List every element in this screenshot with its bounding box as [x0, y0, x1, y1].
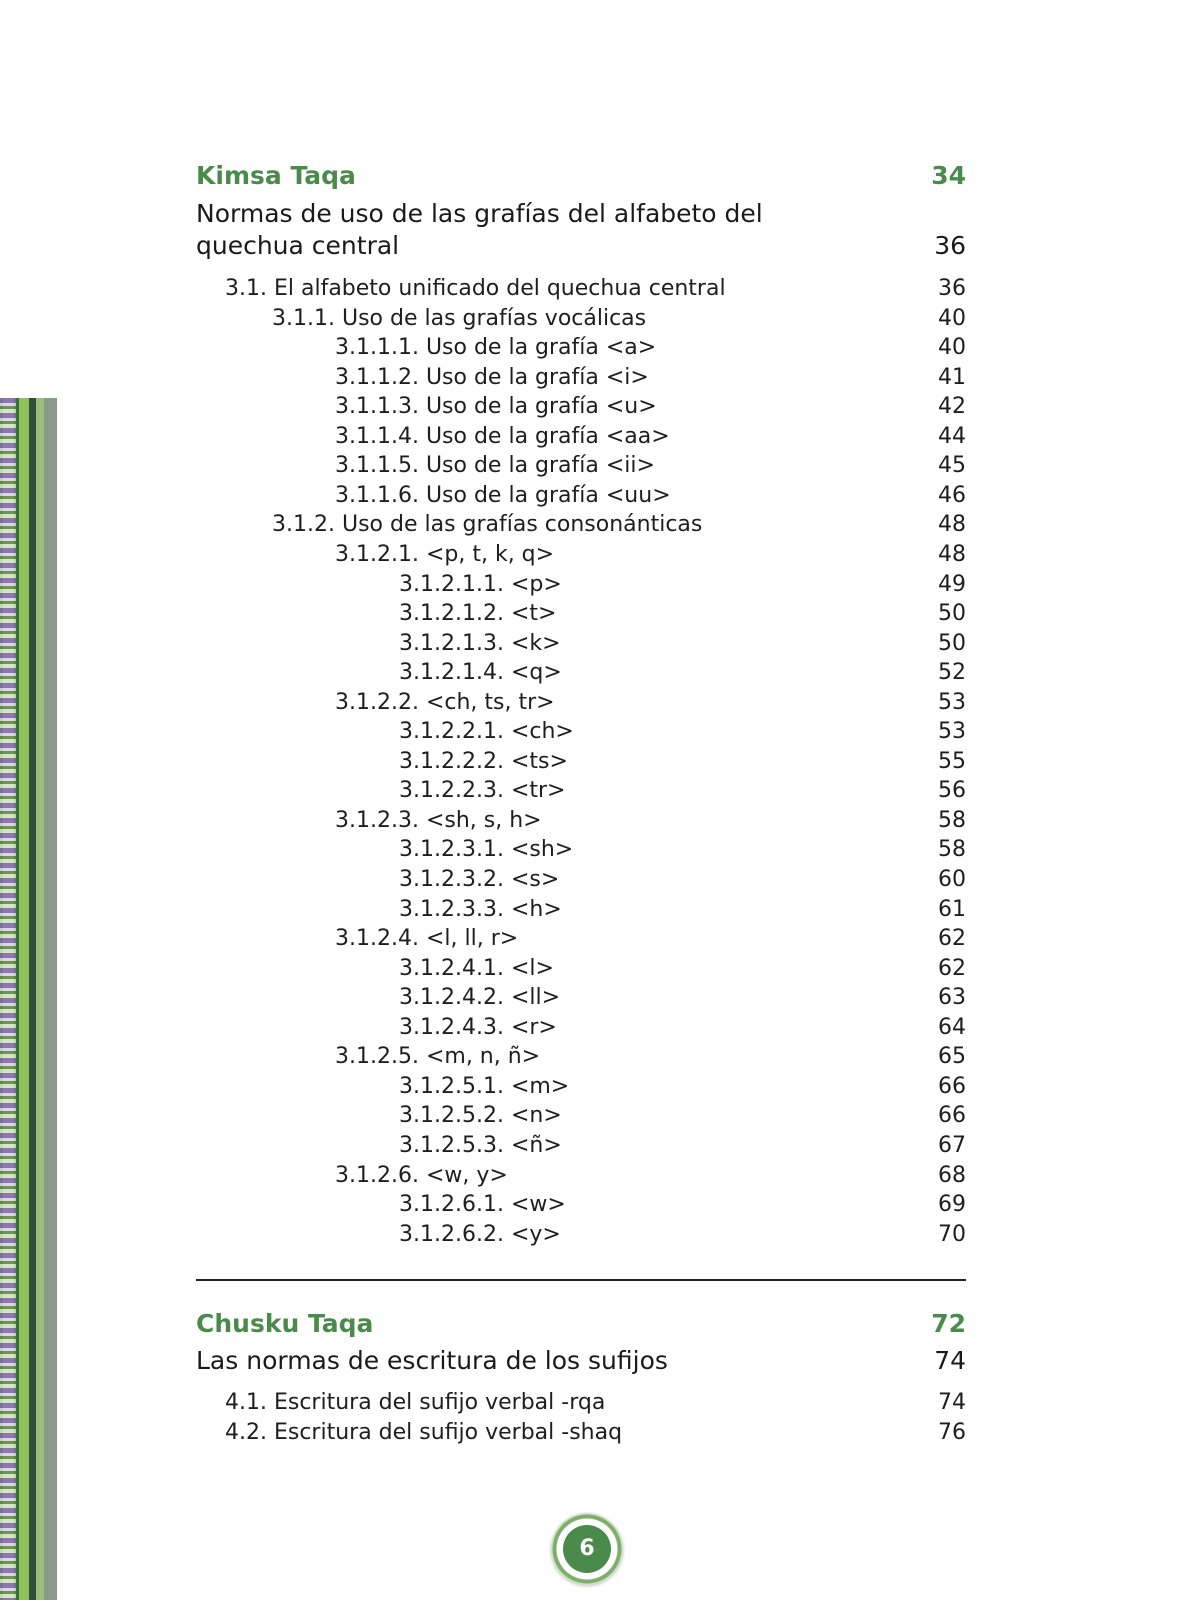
toc-entry-page: 49: [938, 571, 966, 597]
toc-entry-label: 4.1. Escritura del sufijo verbal -rqa: [225, 1390, 606, 1415]
toc-entry-page: 74: [938, 1390, 966, 1415]
toc-entry-page: 50: [938, 601, 966, 627]
toc-entry: [335, 688, 966, 717]
toc-entry: [399, 1220, 966, 1249]
toc-entry-page: 46: [938, 482, 966, 508]
section-heading-page: 34: [931, 161, 966, 190]
page-number: 6: [563, 1525, 611, 1573]
divider: [196, 1279, 966, 1281]
toc-entry: [335, 363, 966, 392]
toc-entry: [399, 629, 966, 658]
toc-entry-page: 69: [938, 1192, 966, 1218]
toc-entry: [335, 481, 966, 510]
toc-entry: [399, 954, 966, 983]
toc-entry-page: 66: [938, 1103, 966, 1129]
toc-entry-label: 3.1.2.3. <sh, s, h>: [335, 807, 542, 833]
toc-entry-label: 3.1.2.1.2. <t>: [399, 601, 557, 627]
toc-entry-label: 3.1.1.6. Uso de la grafía <uu>: [335, 482, 671, 508]
toc-entry-page: 62: [938, 926, 966, 952]
toc-entry-label: 3.1.2.1. <p, t, k, q>: [335, 541, 555, 567]
toc-entry-label: 3.1.1.2. Uso de la grafía <i>: [335, 364, 649, 390]
toc-entry: [399, 865, 966, 894]
chapter-title-page: 36: [934, 231, 966, 260]
section-heading-text: Kimsa Taqa: [196, 161, 356, 190]
toc-entry: [399, 1131, 966, 1160]
toc-entry-label: 3.1.1. Uso de las grafías vocálicas: [272, 305, 647, 331]
toc-entry: [225, 1388, 966, 1417]
toc-entry-page: 45: [938, 453, 966, 479]
toc-entry: [399, 835, 966, 864]
toc-entry-page: 53: [938, 719, 966, 745]
decorative-side-band: [0, 398, 57, 1600]
toc-entry: [399, 599, 966, 628]
toc-entry-label: 3.1.1.5. Uso de la grafía <ii>: [335, 453, 655, 479]
toc-entry: [399, 1013, 966, 1042]
toc-entry-page: 40: [938, 305, 966, 331]
chapter-title-text: Normas de uso de las grafías del alfabeto del quechua central: [196, 199, 763, 260]
toc-entry-page: 64: [938, 1014, 966, 1040]
toc-entry: [335, 422, 966, 451]
toc-entry-label: 3.1.2.6.2. <y>: [399, 1221, 561, 1247]
toc-entry: [225, 1418, 966, 1447]
toc-entry-page: 36: [938, 276, 966, 301]
chapter-title-page: 74: [934, 1346, 966, 1375]
toc-entry: [335, 1042, 966, 1071]
toc-entry-label: 3.1.2.1.3. <k>: [399, 630, 561, 656]
toc-entry: [335, 392, 966, 421]
chapter-title: [196, 198, 966, 262]
toc-entry-label: 3.1. El alfabeto unificado del quechua central: [225, 276, 726, 301]
toc-entry-page: 48: [938, 541, 966, 567]
toc-entry-page: 70: [938, 1221, 966, 1247]
toc-entry-label: 3.1.2.2.2. <ts>: [399, 748, 568, 774]
toc-entry-page: 67: [938, 1132, 966, 1158]
toc-entry-label: 3.1.2. Uso de las grafías consonánticas: [272, 512, 703, 538]
toc-entry-label: 3.1.2.1.1. <p>: [399, 571, 562, 597]
toc-entry: [399, 776, 966, 805]
toc-entry-label: 3.1.2.2.3. <tr>: [399, 778, 566, 804]
toc-entry-page: 63: [938, 985, 966, 1011]
toc-entry: [225, 274, 966, 303]
toc-entry: [399, 1101, 966, 1130]
toc-entry-label: 3.1.2.4.2. <ll>: [399, 985, 561, 1011]
toc-entry: [335, 806, 966, 835]
section-heading-text: Chusku Taqa: [196, 1309, 374, 1338]
toc-entry: [399, 983, 966, 1012]
toc-entry-label: 3.1.2.5.2. <n>: [399, 1103, 562, 1129]
toc-entry-label: 3.1.2.3.1. <sh>: [399, 837, 574, 863]
toc-entry: [335, 924, 966, 953]
toc-entry-label: 3.1.1.3. Uso de la grafía <u>: [335, 394, 657, 420]
toc-entry-page: 41: [938, 364, 966, 390]
page-number-badge: [551, 1513, 623, 1585]
toc-entry-label: 3.1.2.1.4. <q>: [399, 660, 562, 686]
toc-entry: [335, 1161, 966, 1190]
section-heading-kimsa-taqa: [196, 161, 966, 195]
toc-entry-page: 76: [938, 1419, 966, 1445]
section-heading-chusku-taqa: [196, 1309, 966, 1343]
toc-entry-page: 58: [938, 807, 966, 833]
chapter-title: [196, 1345, 966, 1377]
toc-entry-page: 68: [938, 1162, 966, 1188]
toc-entry-label: 3.1.2.5. <m, n, ñ>: [335, 1044, 541, 1070]
toc-entry-label: 3.1.2.6. <w, y>: [335, 1162, 508, 1188]
toc-entry-label: 3.1.2.2. <ch, ts, tr>: [335, 689, 555, 715]
toc-entry-label: 3.1.2.6.1. <w>: [399, 1192, 566, 1218]
toc-entry: [399, 1072, 966, 1101]
toc-entry-page: 42: [938, 394, 966, 420]
toc-entry-label: 3.1.1.4. Uso de la grafía <aa>: [335, 423, 670, 449]
toc-entry-page: 50: [938, 630, 966, 656]
toc-entry-label: 3.1.2.4.1. <l>: [399, 955, 554, 981]
toc-entry: [335, 451, 966, 480]
toc-entry: [399, 747, 966, 776]
toc-entry-label: 3.1.2.2.1. <ch>: [399, 719, 574, 745]
toc-entry-page: 52: [938, 660, 966, 686]
toc-entry: [399, 717, 966, 746]
toc-entry-page: 48: [938, 512, 966, 538]
toc-entry: [335, 540, 966, 569]
toc-entry-page: 58: [938, 837, 966, 863]
toc-entry-label: 3.1.2.3.3. <h>: [399, 896, 562, 922]
toc-entry-page: 61: [938, 896, 966, 922]
toc-entry-label: 3.1.2.3.2. <s>: [399, 867, 560, 892]
toc-entry-page: 56: [938, 778, 966, 804]
toc-entry-label: 3.1.2.5.1. <m>: [399, 1073, 570, 1099]
toc-entry-label: 3.1.2.5.3. <ñ>: [399, 1132, 562, 1158]
toc-entry: [335, 333, 966, 362]
toc-entry: [399, 658, 966, 687]
toc-entry-page: 55: [938, 748, 966, 774]
toc-entry-page: 53: [938, 689, 966, 715]
toc-entry-page: 44: [938, 423, 966, 449]
toc-entry-page: 66: [938, 1073, 966, 1099]
toc-entry: [272, 304, 966, 333]
toc-entry-page: 65: [938, 1044, 966, 1070]
chapter-title-text: Las normas de escritura de los sufijos: [196, 1346, 668, 1375]
toc-entry-label: 3.1.1.1. Uso de la grafía <a>: [335, 335, 657, 361]
toc-entry-page: 40: [938, 335, 966, 361]
toc-entry-page: 60: [938, 867, 966, 892]
toc-entry-label: 3.1.2.4. <l, ll, r>: [335, 926, 519, 952]
toc-entry: [399, 1190, 966, 1219]
toc-entry: [272, 510, 966, 539]
toc-entry: [399, 570, 966, 599]
section-heading-page: 72: [931, 1309, 966, 1338]
toc-entry: [399, 895, 966, 924]
toc-entry-page: 62: [938, 955, 966, 981]
toc-entry-label: 4.2. Escritura del sufijo verbal -shaq: [225, 1419, 623, 1445]
toc-entry-label: 3.1.2.4.3. <r>: [399, 1014, 557, 1040]
